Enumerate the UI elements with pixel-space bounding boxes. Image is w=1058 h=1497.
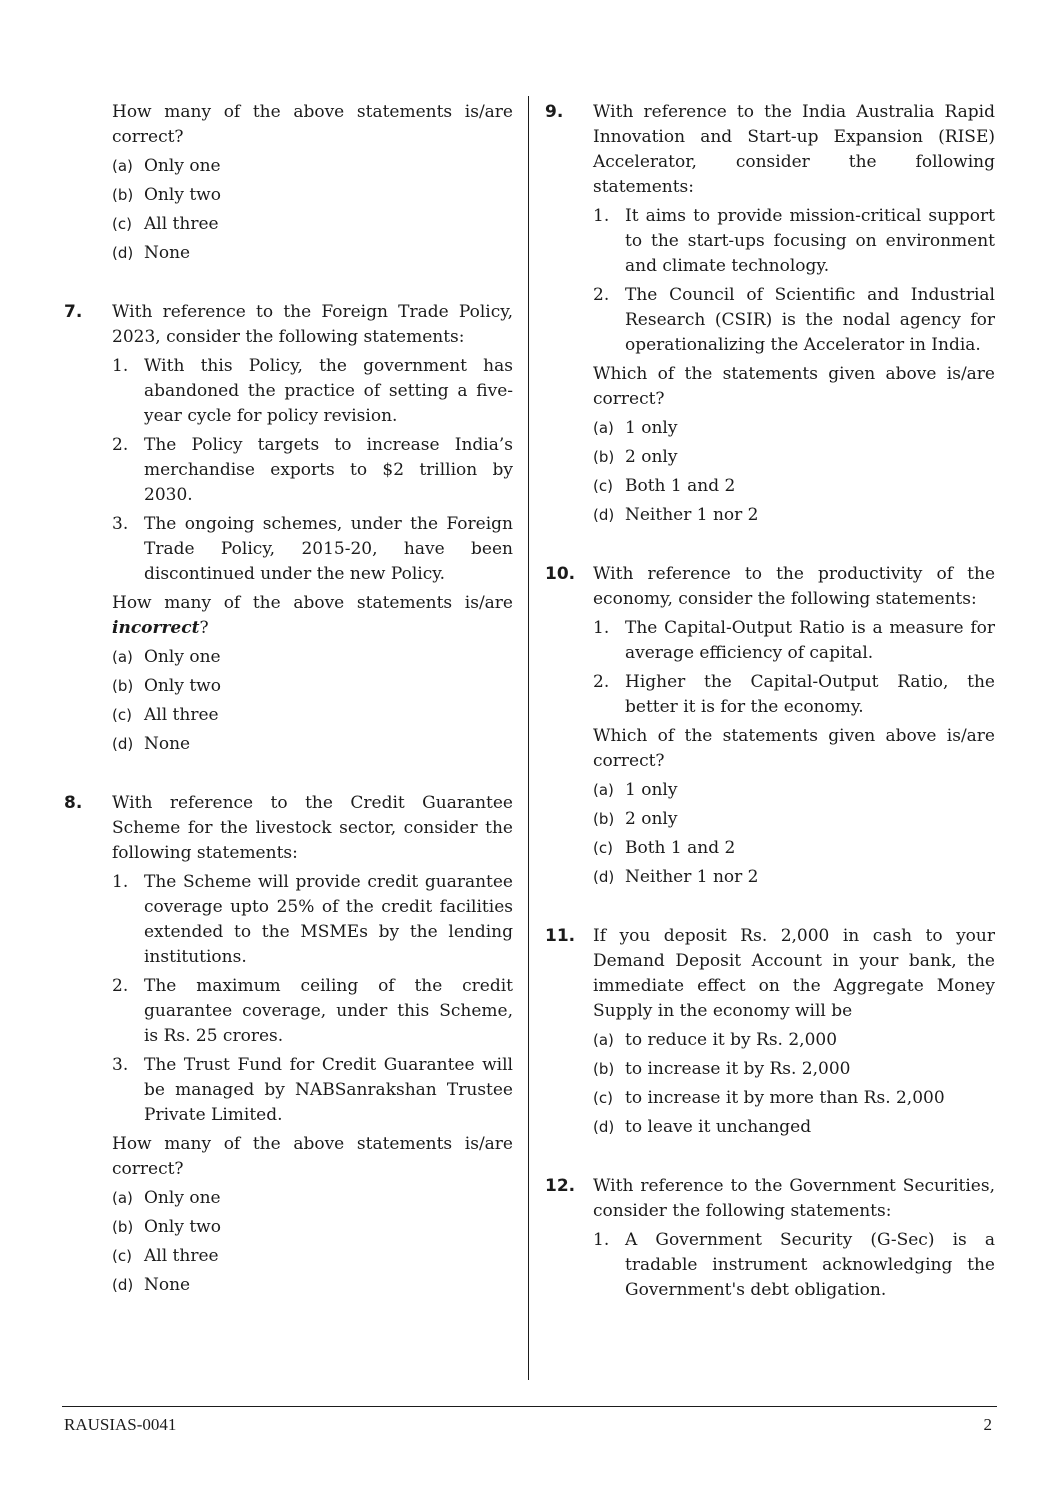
option-text: to leave it unchanged (625, 1117, 812, 1137)
question-12 (545, 1174, 995, 1303)
statement-number: 2. (112, 435, 129, 455)
option-b[interactable] (112, 674, 513, 699)
document-code: RAUSIAS-0041 (64, 1415, 177, 1434)
option-text: 1 only (625, 418, 678, 438)
statement-number: 2. (593, 285, 610, 305)
option-text: Both 1 and 2 (625, 476, 736, 496)
option-text: All three (144, 705, 219, 725)
option-label: (c) (112, 215, 132, 233)
option-b[interactable] (112, 1215, 513, 1240)
option-c[interactable] (112, 1244, 513, 1269)
page-number: 2 (983, 1415, 992, 1434)
option-d[interactable] (593, 503, 995, 528)
option-label: (a) (593, 419, 614, 437)
footer-rule (62, 1406, 997, 1407)
option-b[interactable] (593, 1057, 995, 1082)
question-6-continued (64, 100, 513, 266)
option-b[interactable] (593, 445, 995, 470)
option-label: (d) (112, 735, 134, 753)
option-c[interactable] (112, 703, 513, 728)
statement-item (112, 1053, 513, 1128)
question-prompt: Which of the statements given above is/are correct? (593, 726, 995, 771)
option-text: to reduce it by Rs. 2,000 (625, 1030, 838, 1050)
option-a[interactable] (593, 1028, 995, 1053)
option-b[interactable] (112, 183, 513, 208)
option-a[interactable] (593, 778, 995, 803)
option-d[interactable] (593, 865, 995, 890)
statement-text: The Policy targets to increase India’s merchandise exports to $2 trillion by 2030. (144, 435, 513, 505)
option-a[interactable] (112, 645, 513, 670)
statement-text: The Trust Fund for Credit Guarantee will be managed by NABSanrakshan Trustee Private Limited. (144, 1055, 513, 1125)
question-number: 11. (545, 926, 576, 946)
statement-number: 1. (593, 206, 610, 226)
option-label: (c) (593, 839, 613, 857)
option-label: (b) (112, 677, 134, 695)
option-label: (d) (593, 868, 615, 886)
option-label: (c) (593, 477, 613, 495)
option-text: None (144, 1275, 191, 1295)
option-label: (b) (593, 448, 615, 466)
option-label: (c) (112, 706, 132, 724)
statement-item (593, 204, 995, 279)
question-prompt: Which of the statements given above is/are correct? (593, 364, 995, 409)
column-divider (528, 96, 529, 1380)
option-c[interactable] (593, 1086, 995, 1111)
question-11 (545, 924, 995, 1140)
option-d[interactable] (593, 1115, 995, 1140)
question-prompt: How many of the above statements is/are correct? (112, 102, 513, 147)
question-stem: With reference to the Credit Guarantee Scheme for the livestock sector, consider the following statements: (112, 793, 513, 863)
statement-text: The Council of Scientific and Industrial Research (CSIR) is the nodal agency for operationalizing the Accelerator in India. (625, 285, 995, 355)
option-text: Only one (144, 156, 221, 176)
option-text: Only two (144, 185, 221, 205)
option-text: Neither 1 nor 2 (625, 505, 759, 525)
option-text: Both 1 and 2 (625, 838, 736, 858)
statement-number: 1. (112, 872, 129, 892)
option-c[interactable] (593, 474, 995, 499)
option-a[interactable] (593, 416, 995, 441)
question-stem: If you deposit Rs. 2,000 in cash to your Demand Deposit Account in your bank, the immediate effect on the Aggregate Money Supply in the economy will be (593, 926, 995, 1021)
option-label: (a) (593, 781, 614, 799)
question-prompt (112, 591, 513, 641)
statement-text: The Scheme will provide credit guarantee coverage upto 25% of the credit facilities extended to the MSMEs by the lending institutions. (144, 872, 513, 967)
option-label: (a) (112, 1189, 133, 1207)
prompt-emphasis: incorrect (112, 618, 200, 638)
question-10 (545, 562, 995, 890)
option-text: Only one (144, 1188, 221, 1208)
option-label: (a) (593, 1031, 614, 1049)
option-text: to increase it by more than Rs. 2,000 (625, 1088, 945, 1108)
option-label: (b) (593, 810, 615, 828)
option-label: (b) (112, 186, 134, 204)
statement-text: The Capital-Output Ratio is a measure for average efficiency of capital. (625, 618, 995, 663)
option-b[interactable] (593, 807, 995, 832)
statement-text: Higher the Capital-Output Ratio, the better it is for the economy. (625, 672, 995, 717)
statement-item (593, 283, 995, 358)
statement-number: 2. (593, 672, 610, 692)
statement-item (593, 1228, 995, 1303)
prompt-suffix: ? (199, 618, 209, 638)
option-text: All three (144, 214, 219, 234)
statement-number: 1. (593, 618, 610, 638)
prompt-text: How many of the above statements is/are (112, 593, 513, 613)
option-text: to increase it by Rs. 2,000 (625, 1059, 851, 1079)
question-7 (64, 300, 513, 757)
option-label: (d) (593, 506, 615, 524)
left-column (64, 100, 513, 1302)
question-stem: With reference to the India Australia Rapid Innovation and Start-up Expansion (RISE) Accelerator, consider the following statements: (593, 102, 995, 197)
statement-item (112, 433, 513, 508)
statement-number: 3. (112, 514, 129, 534)
option-text: None (144, 734, 191, 754)
statement-item (593, 670, 995, 720)
option-d[interactable] (112, 1273, 513, 1298)
question-number: 7. (64, 302, 83, 322)
question-stem: With reference to the Foreign Trade Policy, 2023, consider the following statements: (112, 302, 513, 347)
question-stem: With reference to the Government Securities, consider the following statements: (593, 1176, 995, 1221)
statement-item (112, 512, 513, 587)
statement-text: A Government Security (G-Sec) is a tradable instrument acknowledging the Government's debt obligation. (625, 1230, 995, 1300)
statement-text: The ongoing schemes, under the Foreign Trade Policy, 2015-20, have been discontinued under the new Policy. (144, 514, 513, 584)
statement-item (112, 870, 513, 970)
statement-number: 2. (112, 976, 129, 996)
option-text: All three (144, 1246, 219, 1266)
option-a[interactable] (112, 154, 513, 179)
right-column (545, 100, 995, 1307)
option-c[interactable] (112, 212, 513, 237)
question-9 (545, 100, 995, 528)
option-label: (a) (112, 157, 133, 175)
option-d[interactable] (112, 241, 513, 266)
option-c[interactable] (593, 836, 995, 861)
question-prompt: How many of the above statements is/are correct? (112, 1134, 513, 1179)
option-label: (a) (112, 648, 133, 666)
question-number: 12. (545, 1176, 576, 1196)
question-stem: With reference to the productivity of the economy, consider the following statements: (593, 564, 995, 609)
question-number: 10. (545, 564, 576, 584)
option-label: (c) (593, 1089, 613, 1107)
option-text: 1 only (625, 780, 678, 800)
option-label: (d) (112, 1276, 134, 1294)
option-d[interactable] (112, 732, 513, 757)
statement-text: It aims to provide mission-critical support to the start-ups focusing on environment and climate technology. (625, 206, 995, 276)
statement-text: The maximum ceiling of the credit guarantee coverage, under this Scheme, is Rs. 25 crores. (144, 976, 513, 1046)
question-number: 9. (545, 102, 564, 122)
option-text: 2 only (625, 809, 678, 829)
question-number: 8. (64, 793, 83, 813)
option-label: (d) (593, 1118, 615, 1136)
statement-number: 3. (112, 1055, 129, 1075)
statement-text: With this Policy, the government has abandoned the practice of setting a five-year cycle for policy revision. (144, 356, 513, 426)
option-text: 2 only (625, 447, 678, 467)
option-text: Only one (144, 647, 221, 667)
option-label: (b) (593, 1060, 615, 1078)
option-text: Neither 1 nor 2 (625, 867, 759, 887)
option-a[interactable] (112, 1186, 513, 1211)
option-label: (d) (112, 244, 134, 262)
statement-number: 1. (112, 356, 129, 376)
option-text: Only two (144, 676, 221, 696)
statement-number: 1. (593, 1230, 610, 1250)
question-8 (64, 791, 513, 1298)
option-label: (c) (112, 1247, 132, 1265)
option-text: None (144, 243, 191, 263)
statement-item (112, 974, 513, 1049)
statement-item (112, 354, 513, 429)
option-text: Only two (144, 1217, 221, 1237)
statement-item (593, 616, 995, 666)
option-label: (b) (112, 1218, 134, 1236)
